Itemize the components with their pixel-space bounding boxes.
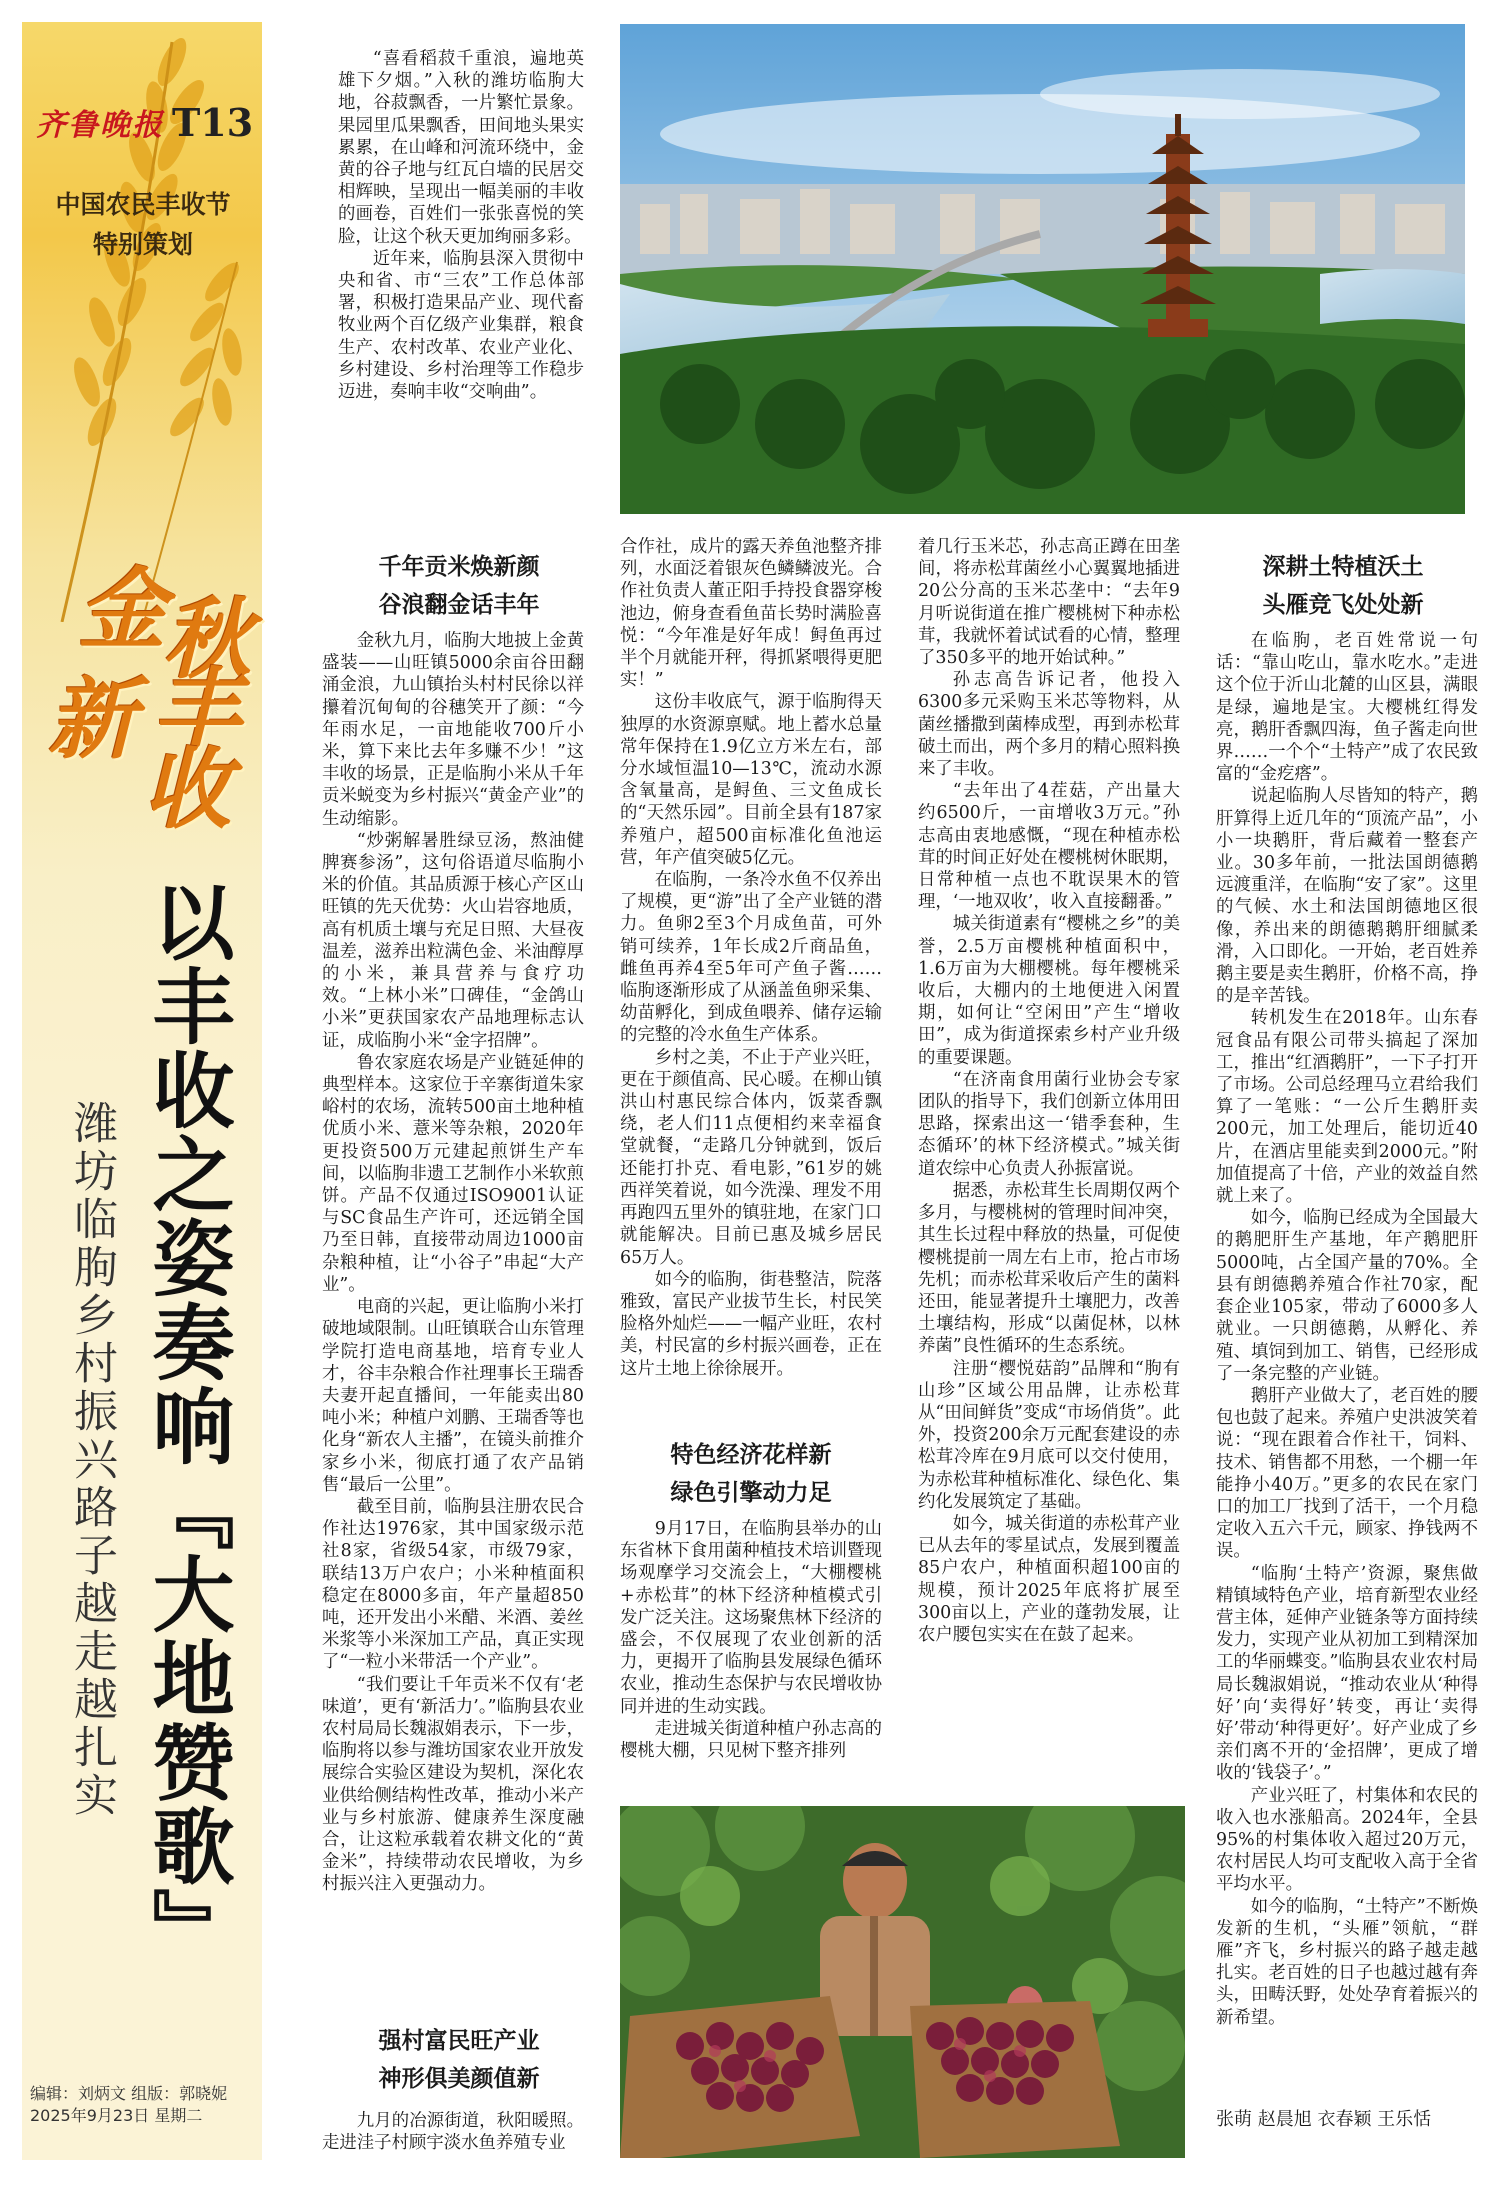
section-title-line: 神形俱美颜值新 — [378, 2066, 540, 2092]
festival-line-1: 中国农民丰收节 — [55, 190, 231, 219]
article-column-1-tail — [322, 2110, 584, 2154]
article-paragraph: 金秋九月，临朐大地披上金黄盛装——山旺镇5000余亩谷田翻涌金浪，九山镇抬头村村民徐以祥攥着沉甸甸的谷穗笑开了颜：“今年雨水足，一亩地能收700斤小米，算下来比去年多赚不少！”这丰收的场景，正是临朐小米从千年贡米蜕变为乡村振兴“黄金产业”的生动缩影。 — [322, 631, 584, 829]
article-paragraph: “临朐‘土特产’资源，聚焦做精镇域特色产业，培育新型农业经营主体，延伸产业链条等方面持续发力，实现产业从初加工到精深加工的华丽蝶变。”临朐县农业农村局局长魏淑娟说，“推动农业从‘种得好’向‘卖得好’转变，再让‘卖得好’带动‘种得更好’。好产业成了乡亲们离不开的‘金招牌’，更成了增收的‘钱袋子’。” — [1216, 1563, 1478, 1784]
article-paragraph: “我们要让千年贡米不仅有‘老味道’，更有‘新活力’。”临朐县农业农村局局长魏淑娟表示，下一步，临朐将以参与潍坊国家农业开放发展综合实验区建设为契机，深化农业供给侧结构性改革，推动小米产业与乡村旅游、健康养生深度融合，让这粒承载着农耕文化的“黄金米”，持续带动农民增收，为乡村振兴注入更强动力。 — [322, 1674, 584, 1895]
section-title-line: 深耕土特植沃土 — [1262, 554, 1424, 580]
art-char-5: 收 — [143, 737, 232, 841]
article-paragraph: “去年出了4茬菇，产出量大约6500斤，一亩增收3万元。”孙志高由衷地感慨，“现在种植赤松茸的时间正好处在樱桃树休眠期，日常种植一点也不耽误果木的管理，‘一地双收’，收入直接翻番。” — [918, 781, 1180, 913]
editor-credits — [30, 2083, 260, 2127]
festival-label — [38, 185, 248, 265]
art-title-golden-autumn — [48, 540, 252, 841]
intro-paragraph: “喜看稻菽千重浪，遍地英雄下夕烟。”入秋的潍坊临朐大地，谷菽飘香，一片繁忙景象。果园里瓜果飘香，田间地头果实累累，在山峰和河流环绕中，金黄的谷子地与红瓦白墙的民居交相辉映，呈现出一幅美丽的丰收的画卷，百姓们一张张喜悦的笑脸，让这个秋天更加绚丽多彩。 — [338, 49, 584, 247]
main-headline: 以丰收之姿奏响『大地赞歌』 — [139, 880, 235, 1972]
section-title-local-specialty — [1218, 548, 1468, 624]
section-title-line: 千年贡米焕新颜 — [378, 554, 540, 580]
article-paragraph: 九月的冶源街道，秋阳暖照。走进洼子村顾宇淡水鱼养殖专业 — [322, 2111, 584, 2154]
article-paragraph: 走进城关街道种植户孙志高的樱桃大棚，只见树下整齐排列 — [620, 1718, 882, 1762]
article-paragraph: 在临朐，一条冷水鱼不仅养出了规模，更“游”出了全产业链的潜力。鱼卵2至3个月成鱼苗，可外销可续养，1年长成2斤商品鱼，雌鱼再养4至5年可产鱼子酱……临朐逐渐形成了从涵盖鱼卵采集、幼苗孵化，到成鱼喂养、储存运输的完整的冷水鱼生产体系。 — [620, 870, 882, 1046]
article-paragraph: 据悉，赤松茸生长周期仅两个多月，与樱桃树的管理时间冲突，其生长过程中释放的热量，可促使樱桃提前一周左右上市，抢占市场先机；而赤松茸采收后产生的菌料还田，能显著提升土壤肥力，改善土壤结构，形成“以菌促林，以林养菌”良性循环的生态系统。 — [918, 1180, 1180, 1357]
article-paragraph: 这份丰收底气，源于临朐得天独厚的水资源禀赋。地上蓄水总量常年保持在1.9亿立方米左右，部分水域恒温10—13℃，流动水源含氧量高，是鲟鱼、三文鱼成长的“天然乐园”。目前全县有187家养殖户，超500亩标准化鱼池运营，年产值突破5亿元。 — [620, 692, 882, 868]
section-title-line: 头雁竞飞处处新 — [1262, 592, 1424, 618]
article-paragraph: 孙志高告诉记者，他投入6300多元采购玉米芯等物料，从菌丝播撒到菌棒成型，再到赤松茸破土而出，两个多月的精心照料换来了丰收。 — [918, 670, 1180, 780]
section-title-special-economy — [620, 1436, 882, 1512]
art-char-4: 丰 — [153, 657, 242, 761]
intro-text — [338, 48, 584, 403]
article-paragraph: 如今的临朐，街巷整洁，院落雅致，富民产业拔节生长，村民笑脸格外灿烂——一幅产业旺，农村美，村民富的乡村振兴画卷，正在这片土地上徐徐展开。 — [620, 1269, 882, 1379]
newspaper-logo: 齐鲁晚报 — [36, 108, 164, 143]
article-paragraph: 9月17日，在临朐县举办的山东省林下食用菌种植技术培训暨现场观摩学习交流会上，“大棚樱桃+赤松茸”的林下经济种植模式引发广泛关注。这场聚焦林下经济的盛会，不仅展现了农业创新的活力，更揭开了临朐县发展绿色循环农业，推动生态保护与农民增收协同并进的生动实践。 — [620, 1519, 882, 1717]
article-paragraph: 如今的临朐，“土特产”不断焕发新的生机，“头雁”领航，“群雁”齐飞，乡村振兴的路子越走越扎实。老百姓的日子也越过越有奔头，田畴沃野，处处孕育着振兴的新希望。 — [1216, 1896, 1478, 2028]
intro-paragraph: 近年来，临朐县深入贯彻中央和省、市“三农”工作总体部署，积极打造果品产业、现代畜牧业两个百亿级产业集群，粮食生产、农村改革、农业产业化、乡村建设、乡村治理等工作稳步迈进，奏响丰收“交响曲”。 — [338, 248, 584, 403]
article-paragraph: 说起临朐人尽皆知的特产，鹅肝算得上近几年的“顶流产品”，小小一块鹅肝，背后藏着一整套产业。30多年前，一批法国朗德鹅远渡重洋，在临朐“安了家”。这里的气候、水土和法国朗德地区很像，养出来的朗德鹅鹅肝细腻柔滑，入口即化。一开始，老百姓养鹅主要是卖生鹅肝，价格不高，挣的是辛苦钱。 — [1216, 786, 1478, 1007]
article-column-2b — [620, 1518, 882, 1762]
article-paragraph: 注册“樱悦菇韵”品牌和“朐有山珍”区域公用品牌，让赤松茸从“田间鲜货”变成“市场俏货”。此外，投资200余万元配套建设的赤松茸冷库在9月底可以交付使用，为赤松茸种植标准化、绿色化、集约化发展筑定了基础。 — [918, 1358, 1180, 1512]
article-paragraph: 如今，城关街道的赤松茸产业已从去年的零星试点，发展到覆盖85户农户，种植面积超100亩的规模，预计2025年底将扩展至300亩以上，产业的蓬勃发展，让农户腰包实实在在鼓了起来。 — [918, 1513, 1180, 1645]
section-title-tribute-rice — [330, 548, 588, 624]
editor-line-1: 编辑：刘炳文 组版：郭晓妮 — [30, 2084, 228, 2103]
article-paragraph: 城关街道素有“樱桃之乡”的美誉，2.5万亩樱桃种植面积中，1.6万亩为大棚樱桃。每年樱桃采收后，大棚内的土地便进入闲置期，如何让“空闲田”产生“增收田”，成为街道探索乡村产业升级的重要课题。 — [918, 914, 1180, 1068]
art-char-3: 新 — [48, 667, 137, 771]
article-paragraph: 乡村之美，不止于产业兴旺，更在于颜值高、民心暖。在柳山镇洪山村惠民综合体内，饭菜香飘绕，老人们11点便相约来幸福食堂就餐，“走路几分钟就到，饭后还能打扑克、看电影，”61岁的姚西祥笑着说，如今洗澡、理发不用再跑四五里外的镇驻地，在家门口就能解决。目前已惠及城乡居民65万人。 — [620, 1047, 882, 1268]
article-paragraph: 合作社，成片的露天养鱼池整齐排列，水面泛着银灰色鳞鳞波光。合作社负责人董正阳手持投食器穿梭池边，俯身查看鱼苗长势时满脸喜悦：“今年准是好年成！鲟鱼再过半个月就能开秤，得抓紧喂得更肥实！” — [620, 537, 882, 691]
article-paragraph: 截至目前，临朐县注册农民合作社达1976家，其中国家级示范社8家，省级54家，市级79家，联结13万户农户；小米种植面积稳定在8000多亩，年产量超850吨，还开发出小米醋、米酒、姜丝米浆等小米深加工产品，真正实现了“一粒小米带活一个产业”。 — [322, 1496, 584, 1673]
art-char-1: 金 — [78, 557, 167, 661]
article-column-1 — [322, 630, 584, 1896]
article-paragraph: 电商的兴起，更让临朐小米打破地域限制。山旺镇联合山东管理学院打造电商基地，培育专业人才，谷丰杂粮合作社理事长王瑞香夫妻开起直播间，一年能卖出80吨小米；种植户刘鹏、王瑞香等也化身“新农人主播”，在镜头前推介家乡小米，彻底打通了农产品销售“最后一公里”。 — [322, 1297, 584, 1495]
article-paragraph: 产业兴旺了，村集体和农民的收入也水涨船高。2024年，全县95%的村集体收入超过20万元，农村居民人均可支配收入高于全省平均水平。 — [1216, 1785, 1478, 1895]
article-paragraph: “炒粥解暑胜绿豆汤，熬油健脾赛参汤”，这句俗语道尽临朐小米的价值。其品质源于核心产区山旺镇的先天优势：火山岩容地质，高有机质土壤与充足日照、大昼夜温差，滋养出粒满色金、米油醇厚的小米，兼具营养与食疗功效。“上林小米”口碑佳，“金鸽山小米”更获国家农产品地理标志认证，成临朐小米“金字招牌”。 — [322, 830, 584, 1051]
article-paragraph: 鹅肝产业做大了，老百姓的腰包也鼓了起来。养殖户史洪波笑着说：“现在跟着合作社干，饲料、技术、销售都不用愁，一个棚一年能挣小40万。”更多的农民在家门口的加工厂找到了活干，一个月稳定收入五六千元，顾家、挣钱两不误。 — [1216, 1385, 1478, 1562]
article-paragraph: “在济南食用菌行业协会专家团队的指导下，我们创新立体用田思路，探索出这一‘错季套种，生态循环’的林下经济模式。”城关街道农综中心负责人孙振富说。 — [918, 1069, 1180, 1179]
article-paragraph: 在临朐，老百姓常说一句话：“靠山吃山，靠水吃水。”走进这个位于沂山北麓的山区县，满眼是绿，遍地是宝。大樱桃红得发亮，鹅肝香飘四海，鱼子酱走向世界……一个个“土特产”成了农民致富的“金疙瘩”。 — [1216, 631, 1478, 785]
art-char-2: 秋 — [163, 587, 252, 691]
reporter-byline: 张萌 赵晨旭 衣春颖 王乐恬 — [1216, 2109, 1432, 2130]
city-landscape-photo — [620, 24, 1465, 514]
section-title-line: 特色经济花样新 — [670, 1442, 832, 1468]
section-title-line: 谷浪翻金话丰年 — [378, 592, 540, 618]
article-paragraph: 转机发生在2018年。山东春冠食品有限公司带头搞起了深加工，推出“红酒鹅肝”，一下子打开了市场。公司总经理马立君给我们算了一笔账：“一公斤生鹅肝卖200元，加工处理后，能切近40片，在酒店里能卖到2000元。”附加值提高了十倍，产业的效益自然就上来了。 — [1216, 1008, 1478, 1207]
article-paragraph: 如今，临朐已经成为全国最大的鹅肥肝生产基地，年产鹅肥肝5000吨，占全国产量的70%。全县有朗德鹅养殖合作社70家，配套企业105家，带动了6000多人就业。一只朗德鹅，从孵化、养殖、填饲到加工、销售，已经形成了一条完整的产业链。 — [1216, 1208, 1478, 1384]
article-column-3 — [918, 536, 1180, 1646]
article-paragraph: 着几行玉米芯，孙志高正蹲在田垄间，将赤松茸菌丝小心翼翼地插进20公分高的玉米芯垄中：“去年9月听说街道在推广樱桃树下种赤松茸，我就怀着试试看的心情，整理了350多平的地开始试种。” — [918, 537, 1180, 669]
page-number: T13 — [172, 100, 254, 145]
article-column-2 — [620, 536, 882, 1380]
grape-harvest-photo — [620, 1806, 1185, 2158]
sub-headline: 潍坊临朐乡村振兴路子越走越扎实 — [66, 1100, 117, 1820]
section-title-line: 强村富民旺产业 — [378, 2028, 540, 2054]
section-title-line: 绿色引擎动力足 — [670, 1480, 832, 1506]
article-paragraph: 鲁农家庭农场是产业链延伸的典型样本。这家位于辛寨街道朱家峪村的农场，流转500亩土地种植优质小米、薏米等杂粮，2020年更投资500万元建起煎饼生产车间，以临朐非遗工艺制作小米软煎饼。产品不仅通过ISO9001认证与SC食品生产许可，还远销全国乃至日韩，直接带动周边1000亩杂粮种植，让“小谷子”串起“大产业”。 — [322, 1052, 584, 1295]
editor-line-2: 2025年9月23日 星期二 — [30, 2106, 203, 2125]
article-column-4 — [1216, 630, 1478, 2029]
festival-line-2: 特别策划 — [92, 230, 193, 259]
section-title-rich-village — [330, 2022, 588, 2098]
